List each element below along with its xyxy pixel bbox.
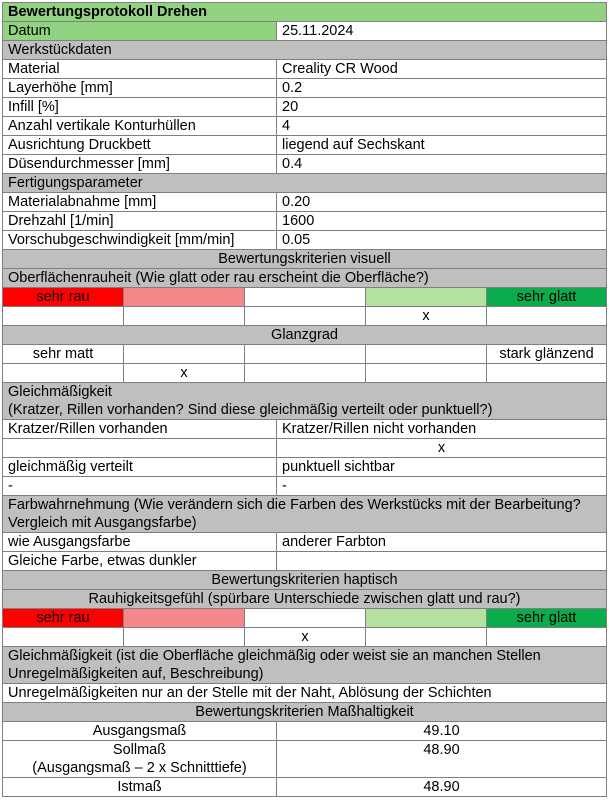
rating-mark	[124, 307, 245, 326]
werkstueck-label: Material	[3, 60, 277, 79]
mass-heading: Bewertungskriterien Maßhaltigkeit	[3, 703, 607, 722]
glanz-mark-row	[3, 364, 607, 383]
rating-mark: x	[366, 307, 487, 326]
haptisch-rauheit-question: Rauhigkeitsgefühl (spürbare Unterschiede zwischen glatt und rau?)	[3, 590, 607, 609]
werkstueck-label: Anzahl vertikale Konturhüllen	[3, 117, 277, 136]
werkstueck-row	[3, 136, 607, 155]
glanz-heading: Glanzgrad	[3, 326, 607, 345]
rauheit-mark-row	[3, 307, 607, 326]
mass-value: 48.90	[277, 741, 607, 778]
rauheit-scale-row	[3, 288, 607, 307]
fertigung-label: Drehzahl [1/min]	[3, 212, 277, 231]
fertigung-value: 0.20	[277, 193, 607, 212]
rating-mark	[3, 439, 277, 458]
werkstueck-heading: Werkstückdaten	[3, 41, 607, 60]
rauheit-question: Oberflächenrauheit (Wie glatt oder rau erscheint die Oberfläche?)	[3, 269, 607, 288]
option-label: wie Ausgangsfarbe	[3, 533, 277, 552]
rating-mark: x	[277, 439, 607, 458]
scale-cell	[366, 288, 487, 307]
fertigung-value: 0.05	[277, 231, 607, 250]
gleich-mark-row	[3, 477, 607, 496]
werkstueck-label: Düsendurchmesser [mm]	[3, 155, 277, 174]
option-label: gleichmäßig verteilt	[3, 458, 277, 477]
farbe-options-row	[3, 533, 607, 552]
haptisch-gleich-answer: Unregelmäßigkeiten nur an der Stelle mit der Naht, Ablösung der Schichten	[3, 684, 607, 703]
option-label: Kratzer/Rillen nicht vorhanden	[277, 420, 607, 439]
scale-low-label: sehr matt	[3, 345, 124, 364]
scale-cell	[124, 288, 245, 307]
rating-mark	[366, 364, 487, 383]
gleich-mark-row	[3, 439, 607, 458]
scale-cell	[124, 345, 245, 364]
scale-cell	[366, 345, 487, 364]
werkstueck-value: Creality CR Wood	[277, 60, 607, 79]
option-label: Kratzer/Rillen vorhanden	[3, 420, 277, 439]
rating-mark: x	[245, 628, 366, 647]
rating-mark	[487, 364, 607, 383]
werkstueck-value: 0.4	[277, 155, 607, 174]
evaluation-protocol-table	[2, 2, 607, 797]
rating-mark: -	[277, 477, 607, 496]
answer-text: Gleiche Farbe, etwas dunkler	[3, 552, 277, 571]
scale-cell	[124, 609, 245, 628]
scale-cell	[245, 609, 366, 628]
rating-mark	[487, 307, 607, 326]
mass-row	[3, 722, 607, 741]
scale-low-label: sehr rau	[3, 609, 124, 628]
mass-label: Sollmaß (Ausgangsmaß – 2 x Schnitttiefe)	[3, 741, 277, 778]
mass-label: Ausgangsmaß	[3, 722, 277, 741]
option-label: anderer Farbton	[277, 533, 607, 552]
mass-label: Istmaß	[3, 778, 277, 797]
fertigung-label: Vorschubgeschwindigkeit [mm/min]	[3, 231, 277, 250]
rating-mark: x	[124, 364, 245, 383]
werkstueck-row	[3, 117, 607, 136]
werkstueck-label: Layerhöhe [mm]	[3, 79, 277, 98]
mass-row	[3, 778, 607, 797]
fertigung-row	[3, 193, 607, 212]
fertigung-label: Materialabnahme [mm]	[3, 193, 277, 212]
rating-mark: -	[3, 477, 277, 496]
scale-high-label: sehr glatt	[487, 609, 607, 628]
haptisch-gleich-question: Gleichmäßigkeit (ist die Oberfläche gleichmäßig oder weist sie an manchen Stellen Unregelmäßigkeiten auf, Beschreibung)	[3, 647, 607, 684]
scale-high-label: stark glänzend	[487, 345, 607, 364]
visuell-heading: Bewertungskriterien visuell	[3, 250, 607, 269]
fertigung-row	[3, 212, 607, 231]
rating-mark	[3, 307, 124, 326]
date-row	[3, 22, 607, 41]
werkstueck-row	[3, 79, 607, 98]
mass-row	[3, 741, 607, 778]
farbe-question: Farbwahrnehmung (Wie verändern sich die Farben des Werkstücks mit der Bearbeitung? Vergleich mit Ausgangsfarbe)	[3, 496, 607, 533]
werkstueck-value: liegend auf Sechskant	[277, 136, 607, 155]
haptisch-scale-row	[3, 609, 607, 628]
werkstueck-row	[3, 60, 607, 79]
protocol-title: Bewertungsprotokoll Drehen	[3, 3, 607, 22]
rating-mark	[3, 364, 124, 383]
haptisch-heading: Bewertungskriterien haptisch	[3, 571, 607, 590]
gleich-options-row	[3, 420, 607, 439]
werkstueck-label: Ausrichtung Druckbett	[3, 136, 277, 155]
rating-mark	[245, 364, 366, 383]
scale-high-label: sehr glatt	[487, 288, 607, 307]
rating-mark	[245, 307, 366, 326]
scale-cell	[366, 609, 487, 628]
answer-text	[277, 552, 607, 571]
glanz-scale-row	[3, 345, 607, 364]
werkstueck-label: Infill [%]	[3, 98, 277, 117]
werkstueck-row	[3, 98, 607, 117]
farbe-answer-row	[3, 552, 607, 571]
werkstueck-value: 4	[277, 117, 607, 136]
fertigung-value: 1600	[277, 212, 607, 231]
fertigung-row	[3, 231, 607, 250]
date-value: 25.11.2024	[277, 22, 607, 41]
gleich-options-row	[3, 458, 607, 477]
werkstueck-row	[3, 155, 607, 174]
mass-value: 49.10	[277, 722, 607, 741]
rating-mark	[124, 628, 245, 647]
date-label: Datum	[3, 22, 277, 41]
rating-mark	[3, 628, 124, 647]
title-row	[3, 3, 607, 22]
scale-cell	[245, 288, 366, 307]
fertigung-heading: Fertigungsparameter	[3, 174, 607, 193]
scale-low-label: sehr rau	[3, 288, 124, 307]
scale-cell	[245, 345, 366, 364]
rating-mark	[366, 628, 487, 647]
werkstueck-value: 0.2	[277, 79, 607, 98]
haptisch-mark-row	[3, 628, 607, 647]
werkstueck-value: 20	[277, 98, 607, 117]
rating-mark	[487, 628, 607, 647]
mass-value: 48.90	[277, 778, 607, 797]
option-label: punktuell sichtbar	[277, 458, 607, 477]
gleich-question: Gleichmäßigkeit (Kratzer, Rillen vorhanden? Sind diese gleichmäßig verteilt oder punktuell?)	[3, 383, 607, 420]
